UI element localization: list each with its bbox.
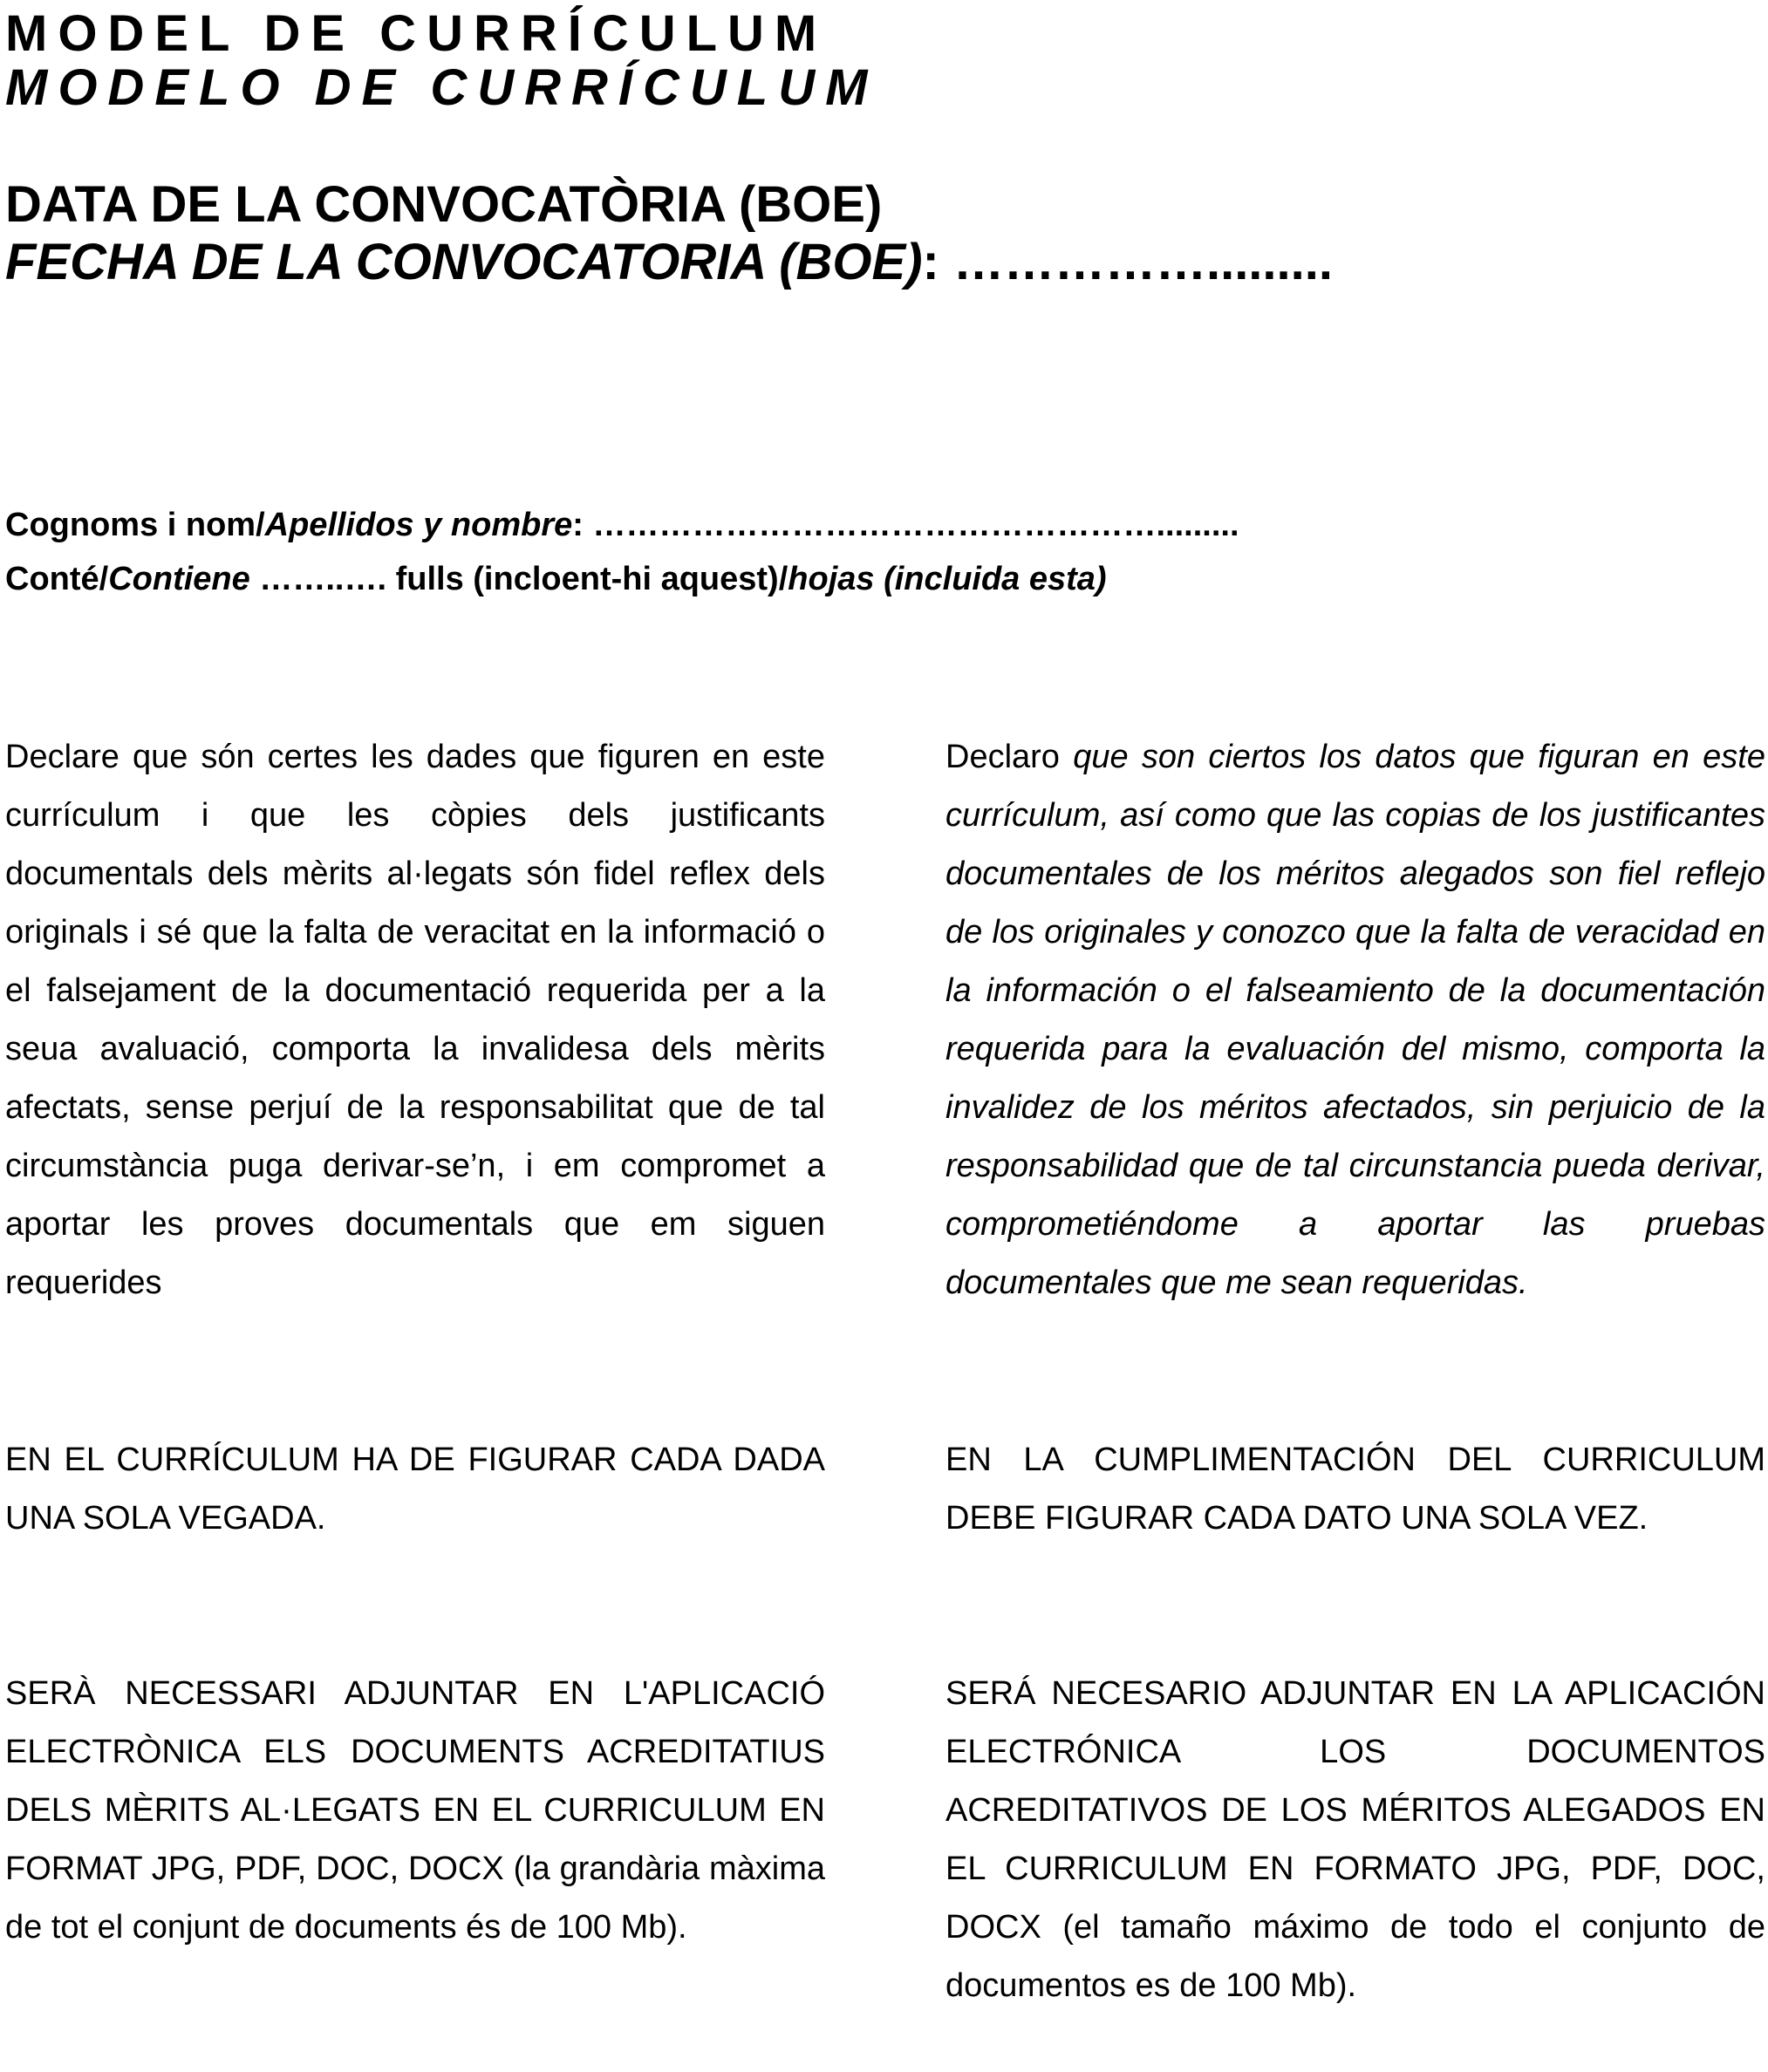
sheets-middle-text: fulls (incloent-hi aquest)/ bbox=[395, 561, 788, 597]
notice-attach-catalan-text: SERÀ NECESSARI ADJUNTAR EN L'APLICACIÓ ELECTRÒNICA ELS DOCUMENTS ACREDITATIUS DELS MÈRITS AL·LEGATS EN EL CURRICULUM EN FORMAT JPG, PDF, DOC, DOCX (la grandària màxima de tot el conjunt de documents és de 100 Mb). bbox=[5, 1675, 825, 1946]
name-field bbox=[5, 498, 1239, 552]
convocatoria-date-dots: ……………......... bbox=[952, 234, 1333, 290]
title-catalan: MODEL DE CURRÍCULUM bbox=[5, 5, 828, 62]
declaration-catalan bbox=[5, 728, 825, 1312]
convocatoria-date-line bbox=[5, 234, 1333, 291]
notice-attach-catalan bbox=[5, 1665, 825, 1957]
name-label-spanish: Apellidos y nombre bbox=[264, 507, 573, 543]
sheets-label-spanish: Contiene bbox=[108, 561, 250, 597]
convocatoria-date-colon: : bbox=[922, 234, 939, 290]
sheets-label-catalan: Conté/ bbox=[5, 561, 109, 597]
sheets-end-text: hojas (incluida esta) bbox=[788, 561, 1107, 597]
notice-once-catalan-text: EN EL CURRÍCULUM HA DE FIGURAR CADA DADA UNA SOLA VEGADA. bbox=[5, 1442, 825, 1537]
notice-attach-spanish bbox=[945, 1665, 1765, 2015]
notice-once-catalan bbox=[5, 1431, 825, 1548]
declaration-catalan-text: Declare que són certes les dades que figuren en este currículum i que les còpies dels justificants documentals dels mèrits al·legats són fidel reflex dels originals i sé que la falta de veracitat en la informació o el falsejament de la documentació requerida per a la seua avaluació, comporta la invalidesa dels mèrits afectats, sense perjuí de la responsabilitat que de tal circumstància puga derivar-se’n, i em compromet a aportar les proves documentals que em siguen requerides bbox=[5, 739, 825, 1301]
title-spanish: MODELO DE CURRÍCULUM bbox=[5, 59, 878, 116]
declaration-spanish-text: que son ciertos los datos que figuran en este currículum, así como que las copias de los justificantes documentales de los méritos alegados son fiel reflejo de los originales y conozco que la falta de veracidad en la información o el falseamiento de la documentación requerida para la evaluación del mismo, comporta la invalidez de los méritos afectados, sin perjuicio de la responsabilidad que de tal circunstancia pueda derivar, comprometiéndome a aportar las pruebas documentales que me sean requeridas. bbox=[945, 739, 1765, 1301]
sheets-dots: ……..…. bbox=[259, 561, 387, 597]
name-colon: : bbox=[572, 507, 584, 543]
name-dots: ……………………………………………......... bbox=[592, 507, 1239, 543]
convocatoria-date-label-catalan: DATA DE LA CONVOCATÒRIA (BOE) bbox=[5, 176, 883, 233]
convocatoria-date-label-spanish: FECHA DE LA CONVOCATORIA (BOE) bbox=[5, 234, 923, 290]
declaration-spanish-lead: Declaro bbox=[945, 739, 1060, 775]
declaration-spanish bbox=[945, 728, 1765, 1312]
notice-once-spanish-text: EN LA CUMPLIMENTACIÓN DEL CURRICULUM DEBE FIGURAR CADA DATO UNA SOLA VEZ. bbox=[945, 1442, 1765, 1537]
name-label-catalan: Cognoms i nom/ bbox=[5, 507, 265, 543]
sheets-field bbox=[5, 552, 1107, 606]
notice-attach-spanish-text: SERÁ NECESARIO ADJUNTAR EN LA APLICACIÓN ELECTRÓNICA LOS DOCUMENTOS ACREDITATIVOS DE LOS MÉRITOS ALEGADOS EN EL CURRICULUM EN FORMATO JPG, PDF, DOC, DOCX (el tamaño máximo de todo el conjunto de documentos es de 100 Mb). bbox=[945, 1675, 1765, 2004]
notice-once-spanish bbox=[945, 1431, 1765, 1548]
